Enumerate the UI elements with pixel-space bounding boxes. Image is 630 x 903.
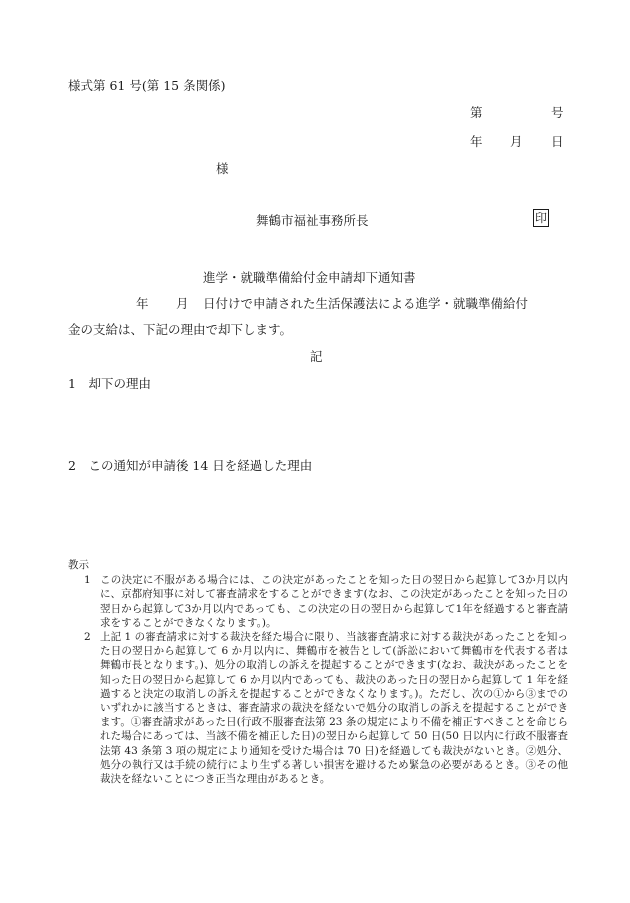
addressee-suffix: 様 (216, 161, 229, 176)
body-line1: 日付けで申請された生活保護法による進学・就職準備給付 (203, 296, 529, 311)
reason-item: 1 却下の理由 (68, 376, 151, 391)
seal-mark: 印 (534, 211, 547, 225)
body-month: 月 (176, 296, 189, 311)
notice-item-number: 1 (84, 574, 91, 587)
body-line2: 金の支給は、下記の理由で却下します。 (68, 322, 293, 337)
document-title: 進学・就職準備給付金申請却下通知書 (203, 270, 416, 285)
number-suffix: 号 (551, 105, 564, 120)
notice-section (68, 558, 568, 786)
delay-reason-item: 2 この通知が申請後 14 日を経過した理由 (68, 458, 313, 473)
issuer: 舞鶴市福祉事務所長 (256, 213, 369, 228)
date-day: 日 (551, 134, 564, 149)
date-month: 月 (510, 134, 523, 149)
number-prefix: 第 (470, 105, 483, 120)
notice-heading: 教示 (68, 559, 89, 571)
body-year: 年 (136, 296, 149, 311)
notice-item-number: 2 (84, 631, 91, 644)
form-number: 様式第 61 号(第 15 条関係) (68, 78, 226, 93)
notice-item-text: 上記 1 の審査請求に対する裁決を経た場合に限り、当該審査請求に対する裁決があったことを知った日の翌日から起算して 6 か月以内に、舞鶴市を被告として(訴訟において舞鶴市を代表する者は舞鶴市長となります。)、処分の取消しの訴えを提起することができます(なお、裁決があったことを知った日の翌日から起算して 6 か月以内であっても、裁決のあった日の翌日から起算して 1 年を経過すると決定の取消しの訴えを提起することができなくなります。)。ただし、次の①から③までのいずれかに該当するときは、審査請求の裁決を経ないで処分の取消しの訴えを提起することができます。①審査請求があった日(行政不服審査法第 23 条の規定により不備を補正すべきことを命じられた場合にあっては、当該不備を補正した日)の翌日から起算して 50 日(50 日以内に行政不服審査法第 43 条第 3 項の規定により通知を受けた場合は 70 日)を経過しても裁決がないとき。②処分、処分の執行又は手続の続行により生ずる著しい損害を避けるため緊急の必要があるとき。③その他裁決を経ないことにつき正当な理由があるとき。 (100, 631, 568, 786)
notice-item-text: この決定に不服がある場合には、この決定があったことを知った日の翌日から起算して3か月以内に、京都府知事に対して審査請求をすることができます(なお、この決定があったことを知った日の翌日から起算して3か月以内であっても、この決定の日の翌日から起算して1年を経過すると審査請求をすることができなくなります。)。 (100, 574, 568, 629)
notice-item (68, 630, 568, 786)
notice-item (68, 573, 568, 630)
date-year: 年 (470, 134, 483, 149)
ki-heading: 記 (310, 349, 323, 364)
